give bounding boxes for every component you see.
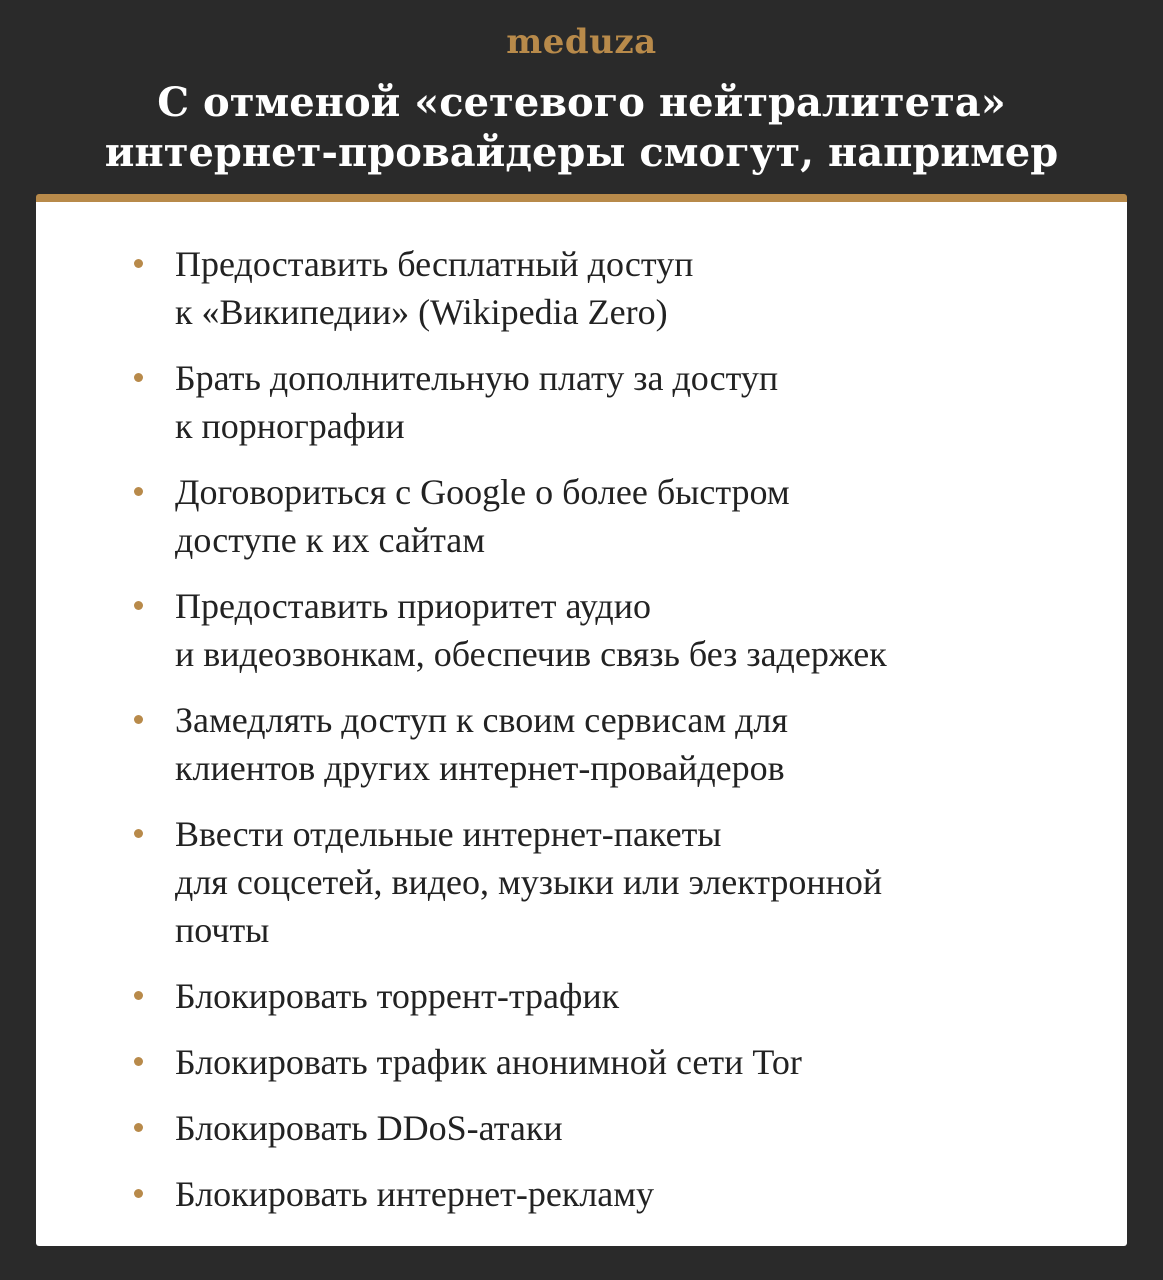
bullet-dot-icon [134,991,143,1000]
list-item [36,468,1127,564]
list-item-line: Блокировать торрент-трафик [175,976,620,1016]
list-item [36,810,1127,954]
list-item-line: для соцсетей, видео, музыки или электронной [175,862,883,902]
bullet-dot-icon [134,1189,143,1198]
bullet-dot-icon [134,1123,143,1132]
list-item-line: Ввести отдельные интернет-пакеты [175,814,722,854]
bullet-dot-icon [134,1057,143,1066]
list-item [36,1170,1127,1218]
list-item-line: Предоставить бесплатный доступ [175,244,694,284]
list-item [36,972,1127,1020]
list-item-line: к порнографии [175,406,405,446]
bullet-list [36,240,1127,1236]
bullet-dot-icon [134,829,143,838]
list-item-line: Предоставить приоритет аудио [175,586,651,626]
headline-line: С отменой «сетевого нейтралитета» [157,79,1006,126]
headline [0,78,1163,178]
list-item-line: клиентов других интернет-провайдеров [175,748,785,788]
list-item-line: Блокировать интернет-рекламу [175,1174,655,1214]
list-item-line: Замедлять доступ к своим сервисам для [175,700,788,740]
list-item-line: Брать дополнительную плату за доступ [175,358,779,398]
bullet-dot-icon [134,715,143,724]
list-item [36,354,1127,450]
list-item-line: почты [175,910,270,950]
bullet-dot-icon [134,601,143,610]
list-item-line: к «Википедии» (Wikipedia Zero) [175,292,668,332]
list-item-line: Блокировать DDoS-атаки [175,1108,563,1148]
content-card [36,194,1127,1246]
meduza-logo: meduza [506,22,657,62]
list-item [36,696,1127,792]
list-item-line: и видеозвонкам, обеспечив связь без задержек [175,634,887,674]
bullet-dot-icon [134,373,143,382]
list-item [36,240,1127,336]
list-item-line: доступе к их сайтам [175,520,486,560]
list-item-line: Договориться с Google о более быстром [175,472,790,512]
list-item [36,1104,1127,1152]
bullet-dot-icon [134,259,143,268]
bullet-dot-icon [134,487,143,496]
list-item-line: Блокировать трафик анонимной сети Tor [175,1042,802,1082]
list-item [36,582,1127,678]
list-item [36,1038,1127,1086]
headline-line: интернет-провайдеры смогут, например [104,129,1059,176]
